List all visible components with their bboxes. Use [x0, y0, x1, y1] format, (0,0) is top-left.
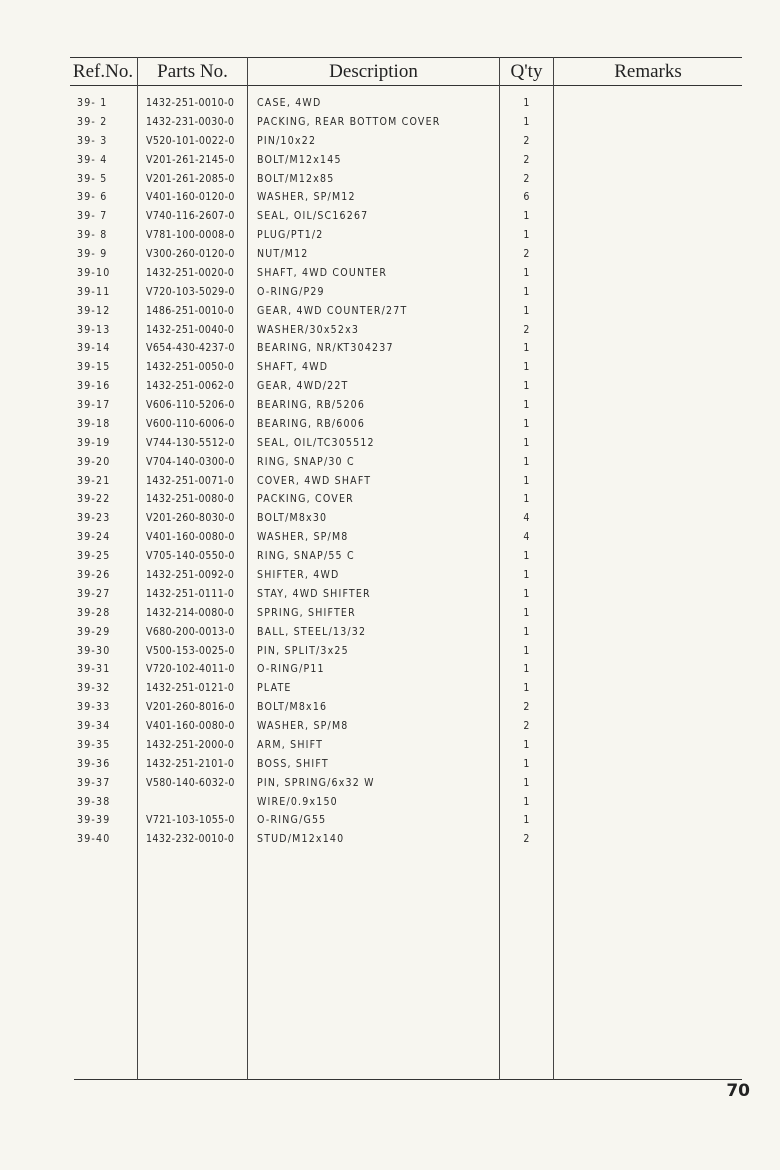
qty-cell: 1 [523, 399, 531, 412]
table-bottom-rule [74, 1079, 742, 1080]
table-row [0, 566, 780, 585]
table-row [0, 132, 780, 151]
qty-cell: 1 [523, 361, 531, 374]
parts-no-cell: V201-261-2145-0 [146, 153, 235, 166]
ref-no-cell: 39-39 [77, 814, 111, 827]
ref-no-cell: 39-10 [77, 266, 111, 279]
parts-no-cell: 1432-231-0030-0 [146, 115, 235, 128]
table-row [0, 283, 780, 302]
table-row [0, 151, 780, 170]
ref-no-cell: 39-19 [77, 436, 111, 449]
table-row [0, 755, 780, 774]
ref-no-cell: 39-33 [77, 701, 111, 714]
description-cell: PLUG/PT1/2 [257, 229, 324, 242]
qty-cell: 4 [523, 531, 531, 544]
qty-cell: 1 [523, 304, 531, 317]
description-cell: BOSS, SHIFT [257, 757, 329, 770]
table-row [0, 472, 780, 491]
ref-no-cell: 39-35 [77, 738, 111, 751]
table-row [0, 415, 780, 434]
ref-no-cell: 39-28 [77, 606, 111, 619]
ref-no-cell: 39-14 [77, 342, 111, 355]
parts-no-cell: V720-102-4011-0 [146, 663, 235, 676]
header-ref-no: Ref.No. [72, 61, 134, 82]
header-description: Description [329, 61, 418, 82]
ref-no-cell: 39-30 [77, 644, 111, 657]
qty-cell: 4 [523, 512, 531, 525]
qty-cell: 1 [523, 663, 531, 676]
description-cell: SHIFTER, 4WD [257, 569, 340, 581]
table-row [0, 736, 780, 755]
parts-no-cell: V300-260-0120-0 [146, 248, 235, 261]
ref-no-cell: 39- 4 [77, 153, 108, 166]
qty-cell: 1 [523, 550, 531, 563]
table-row [0, 207, 780, 226]
table-row [0, 377, 780, 396]
parts-no-cell: V744-130-5512-0 [146, 436, 235, 449]
parts-no-cell: V704-140-0300-0 [146, 455, 235, 468]
parts-no-cell: V500-153-0025-0 [146, 644, 235, 657]
table-row [0, 830, 780, 849]
qty-cell: 1 [523, 285, 531, 298]
ref-no-cell: 39-34 [77, 720, 111, 733]
qty-cell: 1 [523, 493, 531, 506]
description-cell: WASHER/30x52x3 [257, 323, 360, 336]
description-cell: SPRING, SHIFTER [257, 606, 356, 619]
parts-no-cell: 1486-251-0010-0 [146, 304, 235, 317]
parts-no-cell: V720-103-5029-0 [146, 285, 235, 298]
description-cell: WASHER, SP/M8 [257, 720, 349, 733]
description-cell: PACKING, REAR BOTTOM COVER [257, 115, 441, 128]
qty-cell: 1 [523, 380, 531, 393]
qty-cell: 1 [523, 569, 531, 581]
description-cell: BOLT/M12x85 [257, 172, 335, 185]
table-row [0, 226, 780, 245]
table-row [0, 434, 780, 453]
ref-no-cell: 39- 7 [77, 210, 108, 223]
parts-no-cell: V201-260-8016-0 [146, 701, 235, 714]
table-row [0, 679, 780, 698]
qty-cell: 1 [523, 795, 531, 808]
qty-cell: 1 [523, 417, 531, 430]
table-row [0, 528, 780, 547]
description-cell: PLATE [257, 682, 292, 695]
header-top-rule [70, 57, 742, 58]
header-parts-no: Parts No. [157, 61, 228, 82]
parts-no-cell: V740-116-2607-0 [146, 210, 235, 223]
qty-cell: 1 [523, 266, 531, 279]
header-qty: Q'ty [510, 61, 543, 82]
description-cell: PIN/10x22 [257, 134, 317, 147]
ref-no-cell: 39- 8 [77, 229, 108, 242]
qty-cell: 2 [523, 134, 531, 147]
ref-no-cell: 39- 6 [77, 191, 108, 204]
ref-no-cell: 39-27 [77, 587, 111, 600]
table-row [0, 339, 780, 358]
table-row [0, 793, 780, 812]
description-cell: BOLT/M8x30 [257, 512, 328, 525]
table-row [0, 245, 780, 264]
table-row [0, 321, 780, 340]
ref-no-cell: 39-26 [77, 569, 111, 581]
qty-cell: 1 [523, 455, 531, 468]
description-cell: SEAL, OIL/TC305512 [257, 436, 375, 449]
ref-no-cell: 39-17 [77, 399, 111, 412]
parts-no-cell: 1432-251-0040-0 [146, 323, 235, 336]
description-cell: WIRE/0.9x150 [257, 795, 338, 808]
parts-no-cell: V705-140-0550-0 [146, 550, 235, 563]
parts-no-cell: V401-160-0120-0 [146, 191, 235, 204]
description-cell: O-RING/P29 [257, 285, 325, 298]
qty-cell: 1 [523, 682, 531, 695]
description-cell: NUT/M12 [257, 248, 309, 261]
parts-no-cell: 1432-251-0010-0 [146, 97, 235, 109]
table-row [0, 358, 780, 377]
description-cell: BEARING, NR/KT304237 [257, 342, 394, 355]
description-cell: BEARING, RB/5206 [257, 399, 366, 412]
parts-no-cell: 1432-251-0080-0 [146, 493, 235, 506]
parts-no-cell: V401-160-0080-0 [146, 720, 235, 733]
header-remarks: Remarks [614, 61, 682, 82]
table-row [0, 547, 780, 566]
table-row [0, 490, 780, 509]
ref-no-cell: 39-16 [77, 380, 111, 393]
qty-cell: 2 [523, 248, 531, 261]
description-cell: BOLT/M8x16 [257, 701, 328, 714]
parts-no-cell: 1432-251-0121-0 [146, 682, 235, 695]
ref-no-cell: 39-20 [77, 455, 111, 468]
table-row [0, 811, 780, 830]
table-row [0, 585, 780, 604]
description-cell: BEARING, RB/6006 [257, 417, 366, 430]
description-cell: SHAFT, 4WD COUNTER [257, 266, 388, 279]
description-cell: STUD/M12x140 [257, 833, 345, 846]
parts-no-cell: V600-110-6006-0 [146, 417, 235, 430]
qty-cell: 1 [523, 625, 531, 638]
table-row [0, 642, 780, 661]
qty-cell: 2 [523, 172, 531, 185]
parts-no-cell: 1432-251-2000-0 [146, 738, 235, 751]
ref-no-cell: 39-23 [77, 512, 111, 525]
ref-no-cell: 39-31 [77, 663, 111, 676]
parts-no-cell: 1432-251-0050-0 [146, 361, 235, 374]
parts-no-cell: V580-140-6032-0 [146, 776, 235, 789]
qty-cell: 1 [523, 776, 531, 789]
description-cell: SEAL, OIL/SC16267 [257, 210, 369, 223]
parts-no-cell: V401-160-0080-0 [146, 531, 235, 544]
table-row [0, 113, 780, 132]
table-row [0, 774, 780, 793]
ref-no-cell: 39-22 [77, 493, 111, 506]
qty-cell: 1 [523, 436, 531, 449]
qty-cell: 2 [523, 833, 531, 846]
table-row [0, 623, 780, 642]
ref-no-cell: 39-24 [77, 531, 111, 544]
ref-no-cell: 39-15 [77, 361, 111, 374]
description-cell: STAY, 4WD SHIFTER [257, 587, 371, 600]
table-row [0, 94, 780, 113]
description-cell: CASE, 4WD [257, 97, 322, 109]
qty-cell: 1 [523, 97, 531, 109]
description-cell: SHAFT, 4WD [257, 361, 329, 374]
parts-no-cell: V654-430-4237-0 [146, 342, 235, 355]
ref-no-cell: 39- 2 [77, 115, 108, 128]
qty-cell: 1 [523, 229, 531, 242]
table-row [0, 717, 780, 736]
ref-no-cell: 39-12 [77, 304, 111, 317]
qty-cell: 1 [523, 738, 531, 751]
table-row [0, 188, 780, 207]
parts-no-cell: V680-200-0013-0 [146, 625, 235, 638]
qty-cell: 6 [523, 191, 531, 204]
qty-cell: 2 [523, 701, 531, 714]
qty-cell: 1 [523, 210, 531, 223]
description-cell: PIN, SPLIT/3x25 [257, 644, 349, 657]
parts-no-cell: V201-261-2085-0 [146, 172, 235, 185]
page-number: 70 [726, 1081, 750, 1101]
table-row [0, 302, 780, 321]
ref-no-cell: 39- 9 [77, 248, 108, 261]
description-cell: WASHER, SP/M12 [257, 191, 356, 204]
description-cell: BOLT/M12x145 [257, 153, 342, 166]
parts-no-cell: 1432-251-0062-0 [146, 380, 235, 393]
parts-no-cell: 1432-232-0010-0 [146, 833, 235, 846]
ref-no-cell: 39-36 [77, 757, 111, 770]
ref-no-cell: 39-13 [77, 323, 111, 336]
qty-cell: 1 [523, 115, 531, 128]
table-row [0, 170, 780, 189]
description-cell: RING, SNAP/55 C [257, 550, 355, 563]
parts-no-cell: 1432-251-0071-0 [146, 474, 235, 487]
description-cell: WASHER, SP/M8 [257, 531, 349, 544]
qty-cell: 2 [523, 153, 531, 166]
ref-no-cell: 39-18 [77, 417, 111, 430]
parts-no-cell: V201-260-8030-0 [146, 512, 235, 525]
parts-no-cell: V781-100-0008-0 [146, 229, 235, 242]
qty-cell: 2 [523, 323, 531, 336]
ref-no-cell: 39- 1 [77, 97, 108, 109]
table-row [0, 264, 780, 283]
parts-no-cell: V606-110-5206-0 [146, 399, 235, 412]
table-row [0, 453, 780, 472]
description-cell: PIN, SPRING/6x32 W [257, 776, 375, 789]
table-row [0, 509, 780, 528]
qty-cell: 1 [523, 644, 531, 657]
table-row [0, 604, 780, 623]
ref-no-cell: 39-29 [77, 625, 111, 638]
qty-cell: 1 [523, 342, 531, 355]
parts-no-cell: 1432-251-2101-0 [146, 757, 235, 770]
description-cell: O-RING/P11 [257, 663, 325, 676]
ref-no-cell: 39-11 [77, 285, 111, 298]
description-cell: GEAR, 4WD COUNTER/27T [257, 304, 408, 317]
ref-no-cell: 39-40 [77, 833, 111, 846]
table-row [0, 396, 780, 415]
ref-no-cell: 39-21 [77, 474, 111, 487]
qty-cell: 1 [523, 474, 531, 487]
description-cell: BALL, STEEL/13/32 [257, 625, 367, 638]
description-cell: PACKING, COVER [257, 493, 354, 506]
qty-cell: 2 [523, 720, 531, 733]
ref-no-cell: 39-32 [77, 682, 111, 695]
ref-no-cell: 39- 5 [77, 172, 108, 185]
parts-no-cell: 1432-251-0092-0 [146, 569, 235, 581]
header-bottom-rule [70, 85, 742, 86]
table-row [0, 698, 780, 717]
table-row [0, 660, 780, 679]
description-cell: COVER, 4WD SHAFT [257, 474, 372, 487]
parts-no-cell: V520-101-0022-0 [146, 134, 235, 147]
parts-no-cell: 1432-214-0080-0 [146, 606, 235, 619]
qty-cell: 1 [523, 757, 531, 770]
ref-no-cell: 39- 3 [77, 134, 108, 147]
parts-no-cell: 1432-251-0111-0 [146, 587, 235, 600]
description-cell: O-RING/G55 [257, 814, 327, 827]
ref-no-cell: 39-38 [77, 795, 111, 808]
parts-no-cell: V721-103-1055-0 [146, 814, 235, 827]
parts-no-cell: 1432-251-0020-0 [146, 266, 235, 279]
description-cell: RING, SNAP/30 C [257, 455, 355, 468]
qty-cell: 1 [523, 814, 531, 827]
qty-cell: 1 [523, 606, 531, 619]
ref-no-cell: 39-25 [77, 550, 111, 563]
description-cell: GEAR, 4WD/22T [257, 380, 349, 393]
qty-cell: 1 [523, 587, 531, 600]
description-cell: ARM, SHIFT [257, 738, 324, 751]
ref-no-cell: 39-37 [77, 776, 111, 789]
